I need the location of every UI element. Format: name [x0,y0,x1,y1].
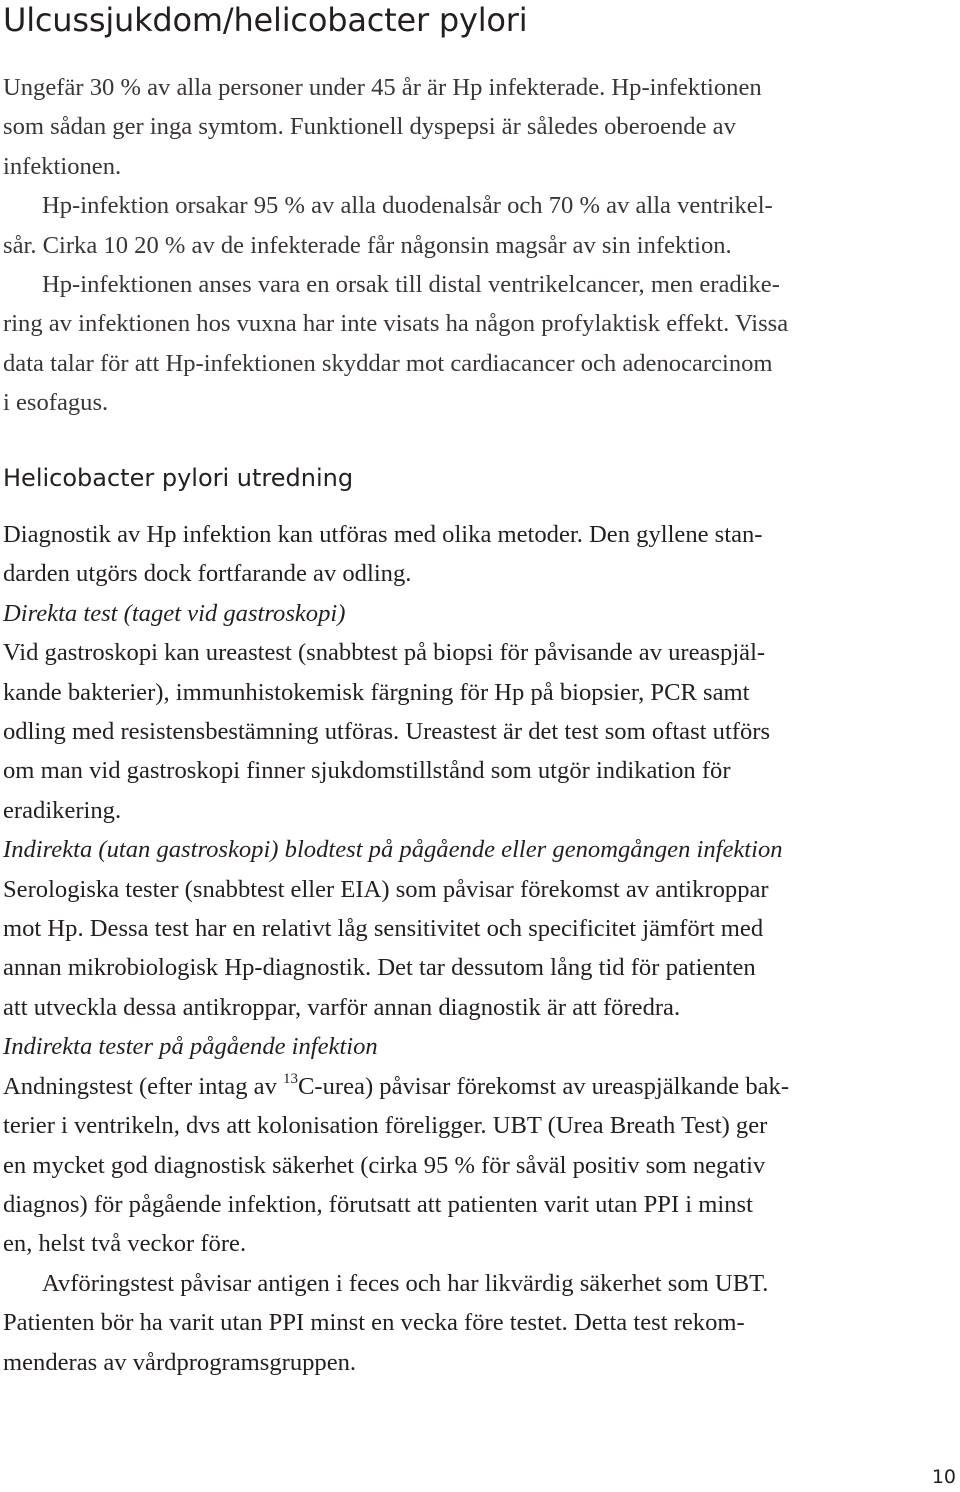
text-line: kande bakterier), immunhistokemisk färgning för Hp på biopsier, PCR samt [3,678,750,706]
diagnostics-section [3,515,943,1382]
text-line: annan mikrobiologisk Hp-diagnostik. Det tar dessutom lång tid för patienten [3,954,756,982]
indirect-ongoing-test-paragraph [3,1027,943,1263]
direct-test-heading: Direkta test (taget vid gastroskopi) [3,599,346,627]
text-line: Vid gastroskopi kan ureastest (snabbtest på biopsi för påvisande av ureaspjäl- [3,639,766,667]
direct-test-paragraph [3,594,943,830]
indirect-blood-test-heading: Indirekta (utan gastroskopi) blodtest på pågående eller genomgången infektion [3,836,783,864]
text-line: i esofagus. [3,389,109,417]
text-line: diagnos) för pågående infektion, förutsatt att patienten varit utan PPI i minst [3,1190,753,1218]
text-line: ring av infektionen hos vuxna har inte visats ha någon profylaktisk effekt. Vissa [3,310,789,338]
text-line: Avföringstest påvisar antigen i feces och har likvärdig säkerhet som UBT. [42,1269,769,1297]
text-line: en mycket god diagnostisk säkerhet (cirka 95 % för såväl positiv som negativ [3,1151,766,1179]
text-fragment: C-urea) påvisar förekomst av ureaspjälkande bak- [298,1072,790,1100]
diagnostics-intro-paragraph [3,515,943,594]
indirect-ongoing-test-heading: Indirekta tester på pågående infektion [3,1033,378,1061]
text-line: som sådan ger inga symtom. Funktionell dyspepsi är således oberoende av [3,113,736,141]
text-line: Serologiska tester (snabbtest eller EIA) som påvisar förekomst av antikroppar [3,875,769,903]
text-line: infektionen. [3,152,122,180]
page-number: 10 [931,1466,956,1488]
text-line: Diagnostik av Hp infektion kan utföras med olika metoder. Den gyllene stan- [3,521,763,548]
page-title: Ulcussjukdom/helicobacter pylori [3,1,528,39]
intro-paragraph-1 [3,68,943,186]
isotope-superscript: 13 [283,1070,299,1087]
text-line: att utveckla dessa antikroppar, varför annan diagnostik är att föredra. [3,993,681,1021]
intro-paragraph-2 [3,186,943,265]
text-line: menderas av vårdprogramsgruppen. [3,1348,357,1376]
text-line: en, helst två veckor före. [3,1230,247,1258]
text-line: odling med resistensbestämning utföras. Ureastest är det test som oftast utförs [3,718,771,746]
text-line: eradikering. [3,796,122,824]
text-line: Hp-infektion orsakar 95 % av alla duodenalsår och 70 % av alla ventrikel- [42,192,773,220]
indirect-blood-test-paragraph [3,830,943,1027]
text-line: sår. Cirka 10 20 % av de infekterade får någonsin magsår av sin infektion. [3,231,732,259]
intro-section [3,68,943,423]
text-fragment: Andningstest (efter intag av [3,1072,284,1100]
text-line: Hp-infektionen anses vara en orsak till distal ventrikelcancer, men eradike- [42,271,780,299]
text-line: Patienten bör ha varit utan PPI minst en vecka före testet. Detta test rekom- [3,1309,745,1337]
text-line: Ungefär 30 % av alla personer under 45 år är Hp infekterade. Hp-infektionen [3,74,762,101]
text-line: terier i ventrikeln, dvs att kolonisation föreligger. UBT (Urea Breath Test) ger [3,1112,768,1140]
text-line: data talar för att Hp-infektionen skyddar mot cardiacancer och adenocarcinom [3,349,773,377]
intro-paragraph-3 [3,265,943,423]
text-line: om man vid gastroskopi finner sjukdomstillstånd som utgör indikation för [3,757,731,785]
text-line: darden utgörs dock fortfarande av odling. [3,560,412,588]
text-line [3,1067,943,1106]
stool-test-paragraph [3,1264,943,1382]
section-heading: Helicobacter pylori utredning [3,464,354,492]
text-line: mot Hp. Dessa test har en relativt låg sensitivitet och specificitet jämfört med [3,915,764,943]
